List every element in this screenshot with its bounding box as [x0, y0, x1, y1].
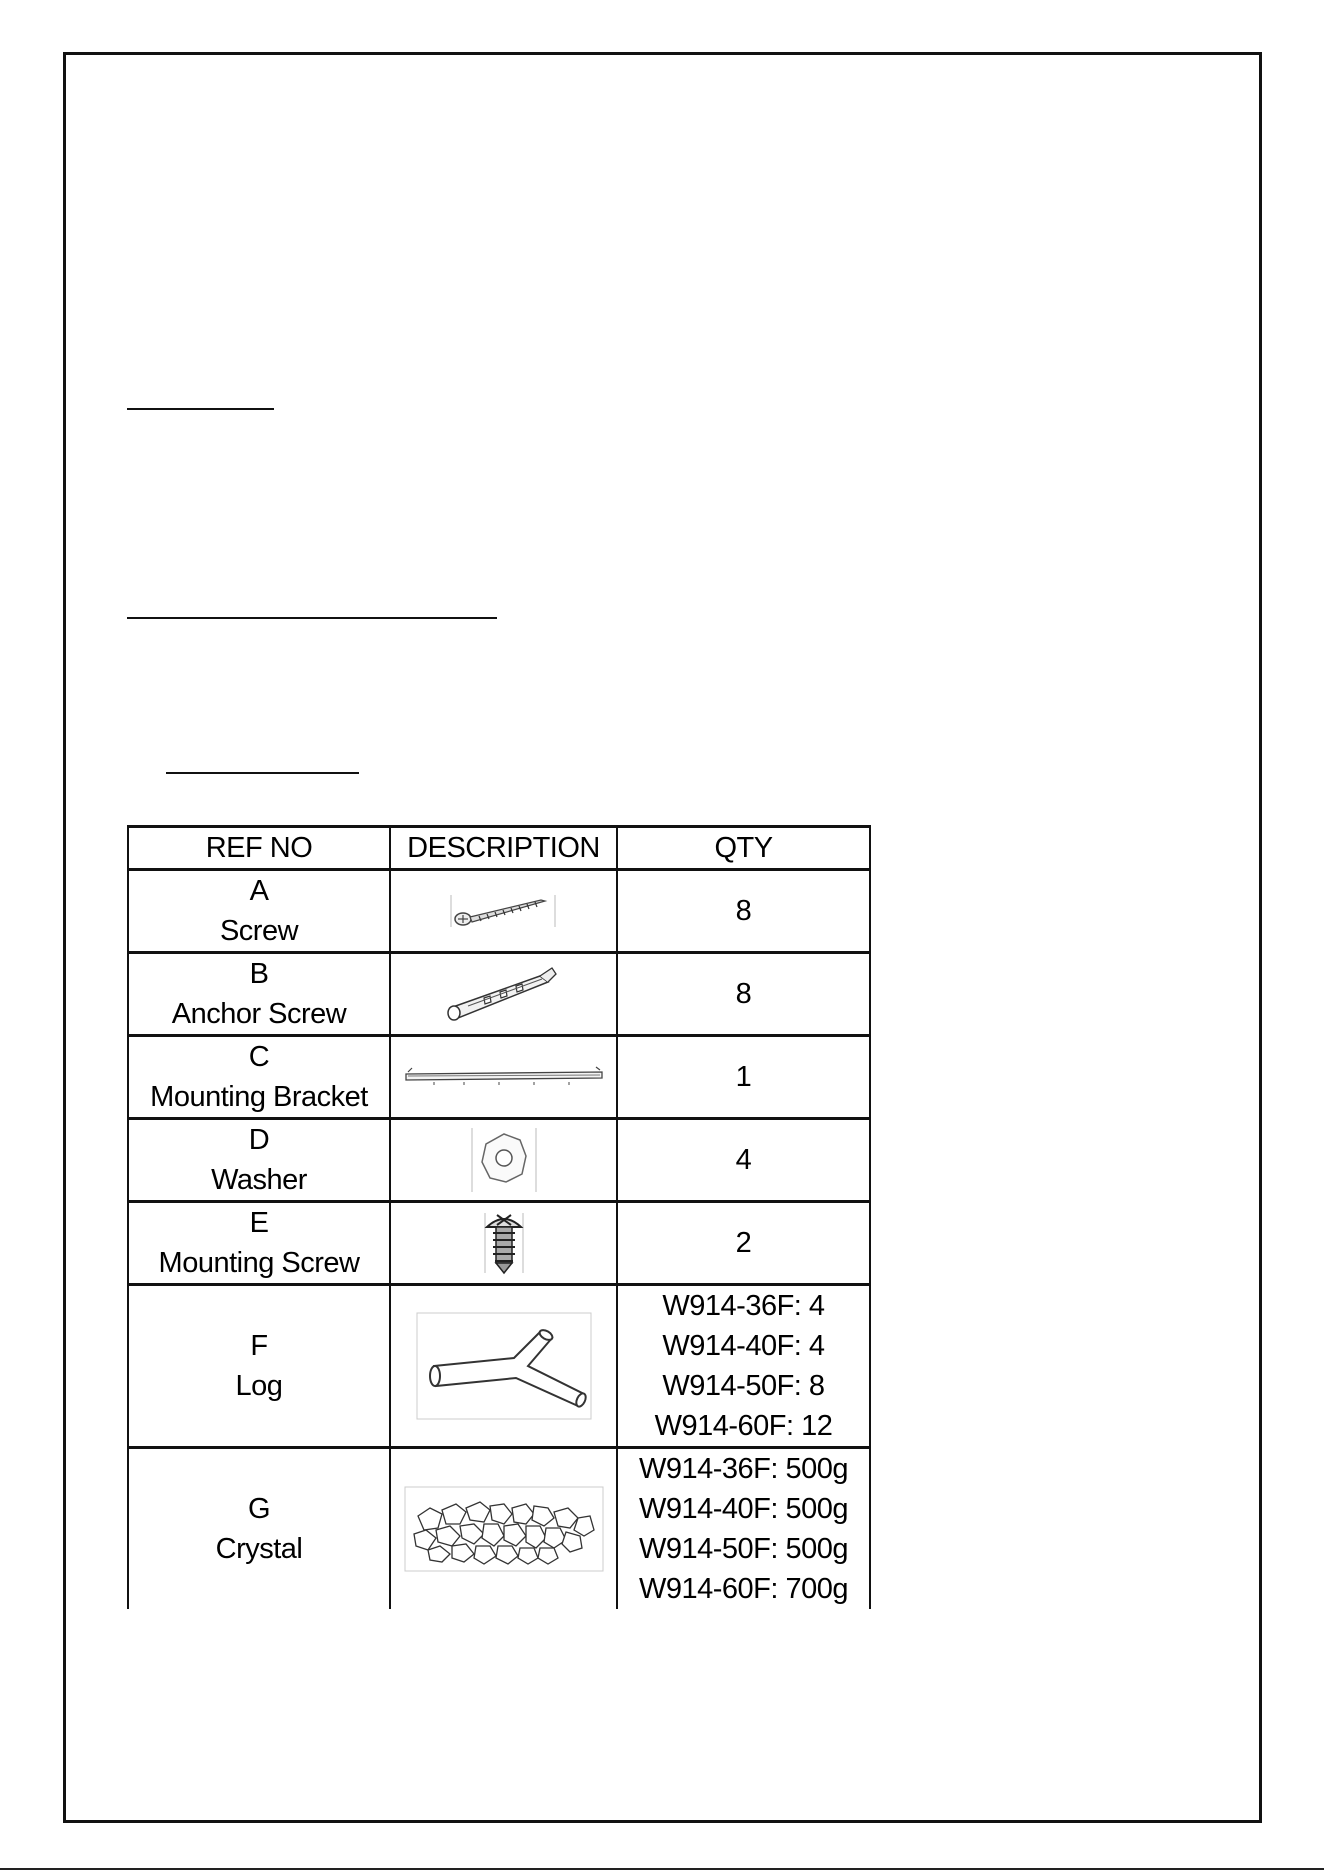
qty-cell [617, 1119, 870, 1202]
description-cell [390, 1036, 617, 1119]
ref-letter: B [249, 958, 269, 990]
table-row [128, 1036, 870, 1119]
qty-value: W914-36F: 500g [638, 1453, 848, 1485]
crystal-icon [404, 1486, 604, 1572]
description-cell [390, 953, 617, 1036]
qty-cell [617, 1448, 870, 1610]
description-cell [390, 1119, 617, 1202]
log-icon [416, 1312, 592, 1420]
anchor-screw-icon [444, 962, 564, 1026]
description-cell [390, 1285, 617, 1448]
qty-cell [617, 953, 870, 1036]
description-cell [390, 1448, 617, 1610]
part-name: Anchor Screw [171, 998, 347, 1030]
ref-letter: D [248, 1124, 270, 1156]
qty-cell [617, 1285, 870, 1448]
table-row [128, 953, 870, 1036]
description-cell [390, 870, 617, 953]
screw-icon [449, 891, 559, 931]
mounting-bracket-icon [404, 1062, 604, 1092]
ref-letter: G [247, 1493, 271, 1525]
qty-value: W914-40F: 4 [662, 1330, 825, 1362]
ref-cell [128, 870, 390, 953]
qty-value: W914-60F: 12 [654, 1410, 833, 1442]
qty-cell [617, 1036, 870, 1119]
qty-value: W914-60F: 700g [638, 1573, 848, 1605]
qty-value: W914-36F: 4 [662, 1290, 825, 1322]
part-name: Screw [219, 915, 299, 947]
ref-cell [128, 1119, 390, 1202]
part-name: Mounting Bracket [150, 1081, 368, 1113]
ref-cell [128, 1036, 390, 1119]
header-description: DESCRIPTION [390, 827, 617, 870]
table-row [128, 1202, 870, 1285]
table-row [128, 1119, 870, 1202]
washer-icon [468, 1124, 540, 1196]
ref-cell [128, 953, 390, 1036]
ref-letter: F [250, 1330, 268, 1362]
qty-value: 8 [735, 895, 752, 927]
parts-table [127, 825, 871, 1609]
header-qty: QTY [617, 827, 870, 870]
qty-value: W914-40F: 500g [638, 1493, 848, 1525]
ref-letter: C [248, 1041, 270, 1073]
part-name: Mounting Screw [158, 1247, 360, 1279]
ref-letter: A [249, 875, 269, 907]
part-name: Log [235, 1370, 283, 1402]
qty-cell [617, 870, 870, 953]
qty-value: 2 [735, 1227, 752, 1259]
ref-cell [128, 1448, 390, 1610]
ref-cell [128, 1202, 390, 1285]
ref-cell [128, 1285, 390, 1448]
qty-value: 4 [735, 1144, 752, 1176]
qty-value: W914-50F: 500g [638, 1533, 848, 1565]
heading-underline-2 [127, 617, 497, 619]
bottom-edge-rule [0, 1868, 1324, 1870]
part-name: Washer [211, 1164, 307, 1196]
qty-value: 1 [735, 1061, 752, 1093]
table-row [128, 1285, 870, 1448]
qty-value: 8 [735, 978, 752, 1010]
table-row [128, 870, 870, 953]
ref-letter: E [249, 1207, 269, 1239]
table-row [128, 1448, 870, 1610]
heading-underline-3 [166, 772, 359, 774]
part-name: Crystal [215, 1533, 303, 1565]
heading-underline-1 [127, 408, 274, 410]
description-cell [390, 1202, 617, 1285]
header-ref-no: REF NO [128, 827, 390, 870]
qty-cell [617, 1202, 870, 1285]
table-header-row [128, 827, 870, 870]
mounting-screw-icon [479, 1207, 529, 1279]
qty-value: W914-50F: 8 [662, 1370, 825, 1402]
